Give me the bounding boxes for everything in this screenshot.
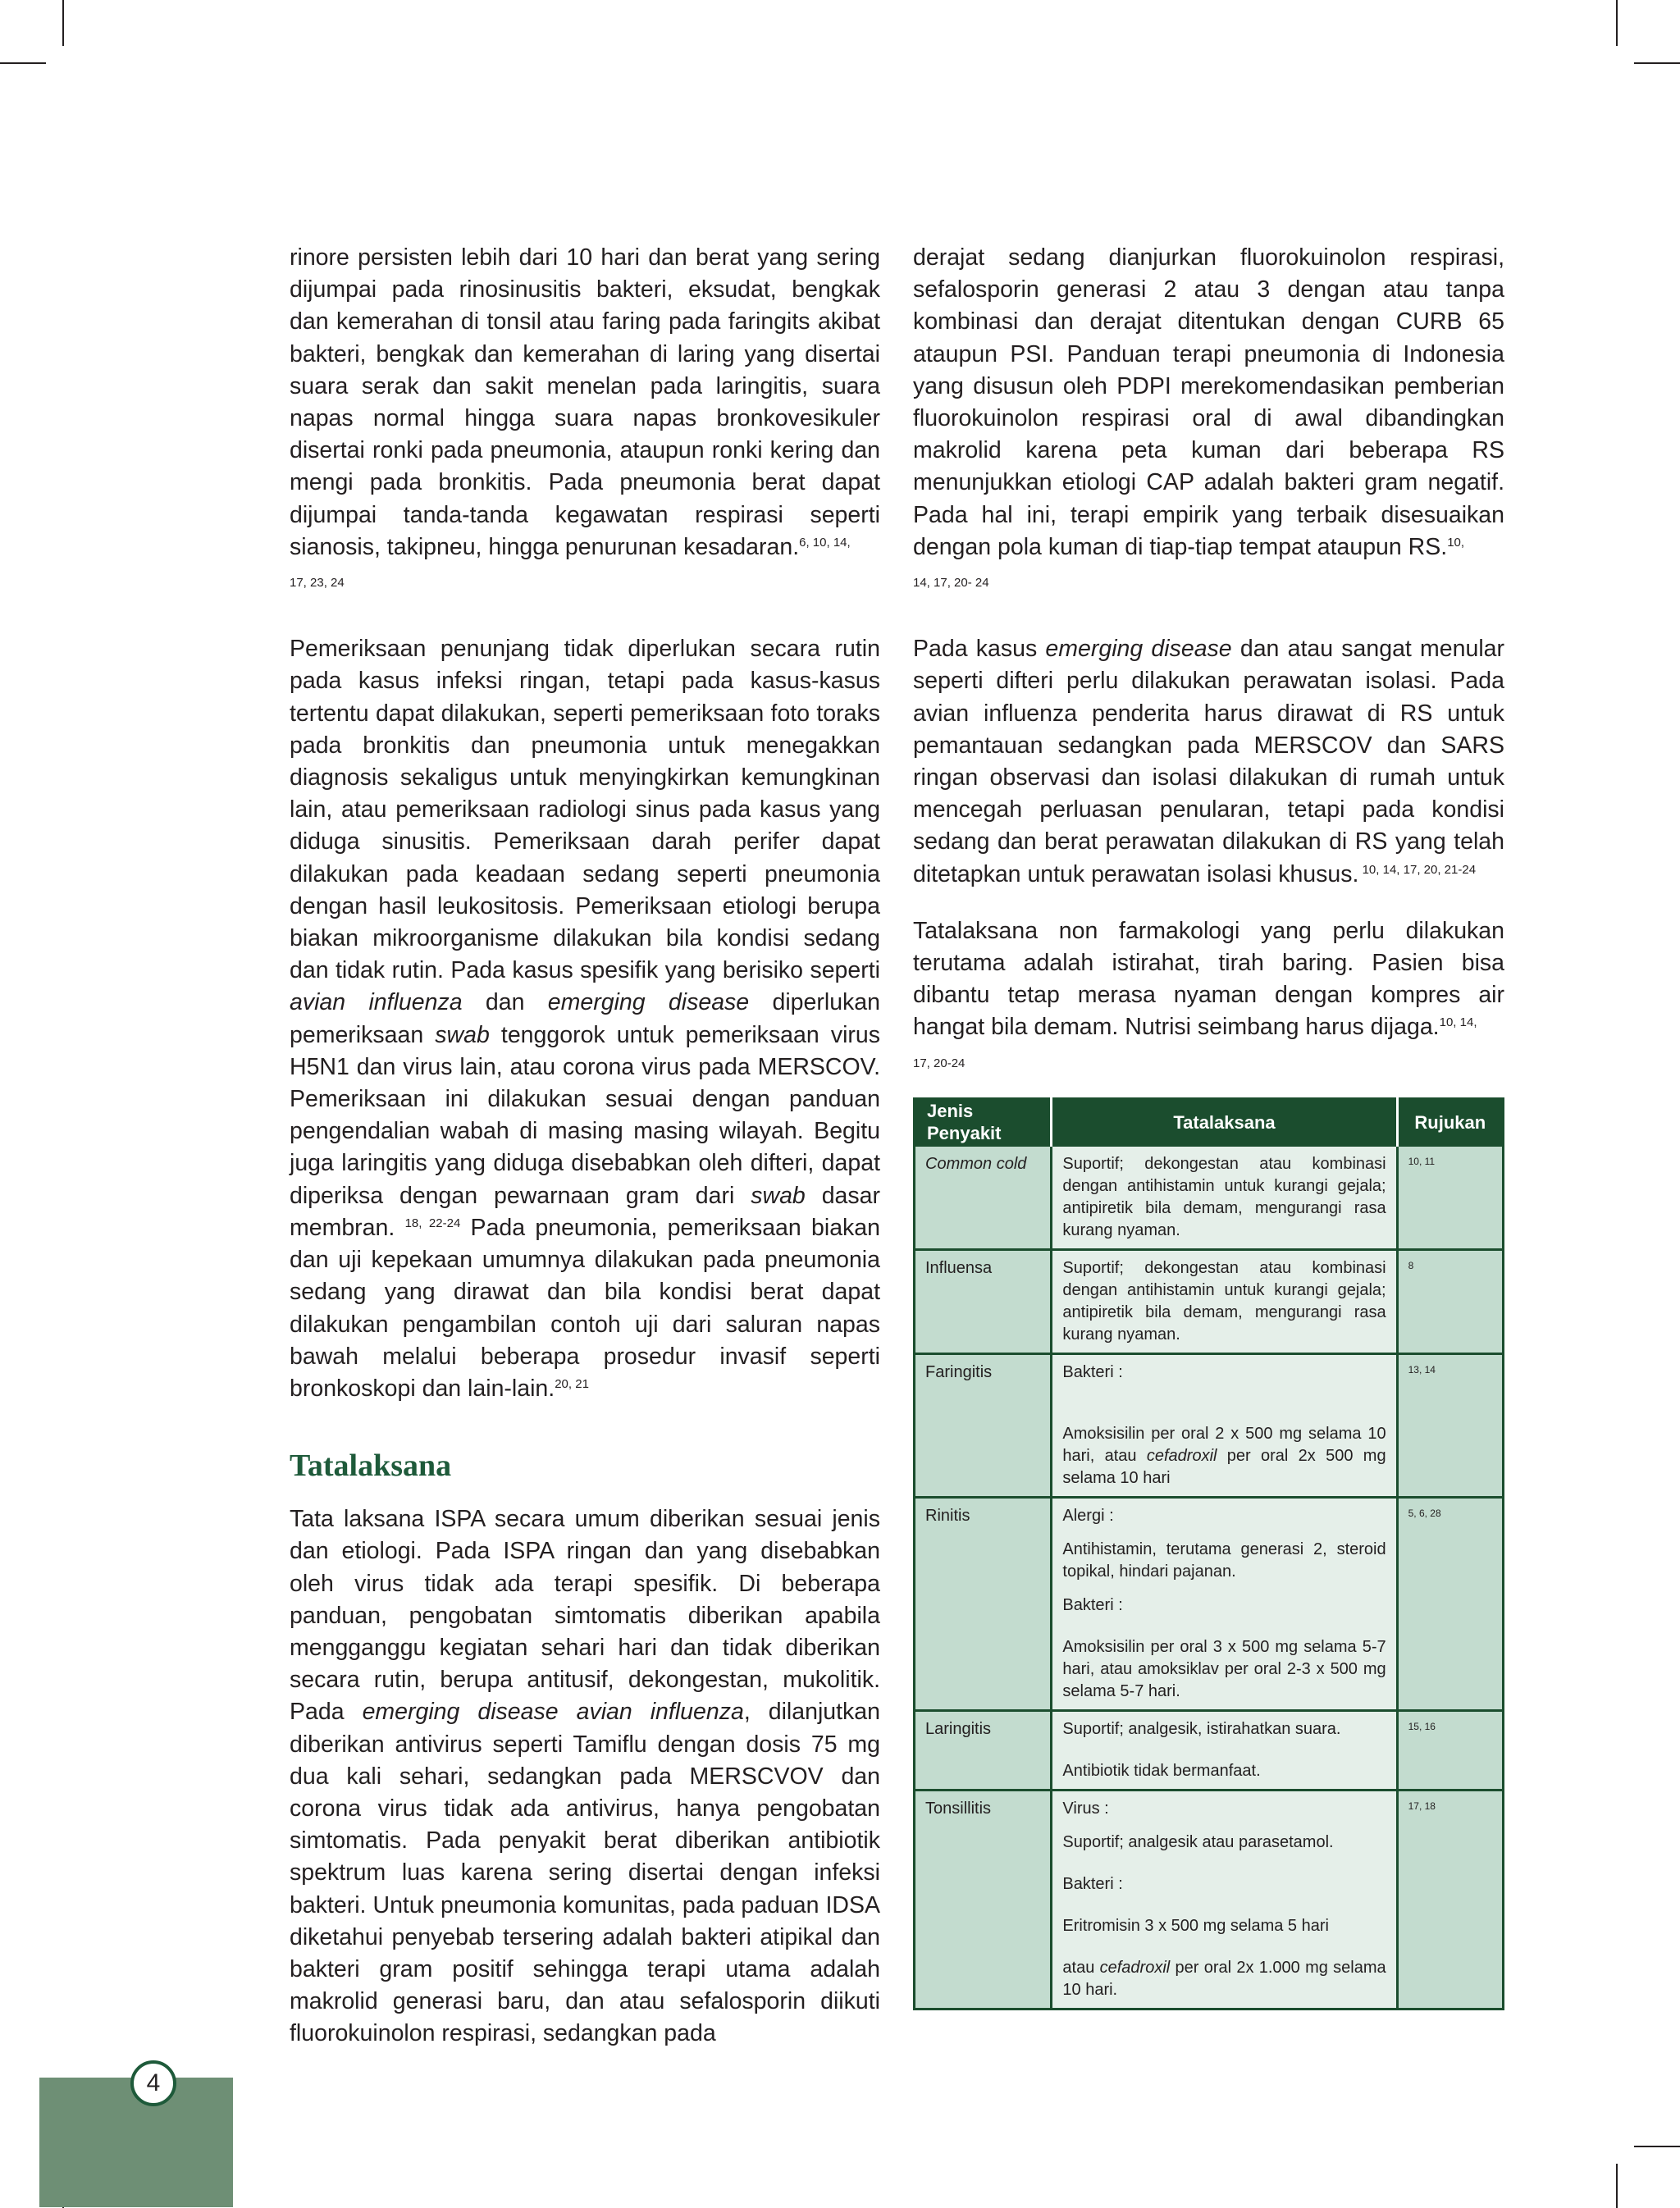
- crop-mark: [1634, 62, 1680, 64]
- right-column: [913, 242, 1504, 1079]
- column-header: Tatalaksana: [1052, 1099, 1397, 1146]
- table-row: [915, 1354, 1504, 1498]
- treatment-cell: Alergi : Antihistamin, terutama generasi 2, steroid topikal, hindari pajanan. Bakteri : Amoksisilin per oral 3 x 500 mg selama 5-7 hari, atau amoksiklav per oral 2-3 x 500 mg selama 5-7 hari.: [1052, 1498, 1397, 1711]
- crop-mark: [1616, 2164, 1618, 2208]
- page-number: 4: [130, 2060, 176, 2106]
- crop-mark: [1634, 2146, 1680, 2147]
- reference-cell: 10, 11: [1397, 1146, 1503, 1250]
- table-row: [915, 1791, 1504, 2010]
- column-header: Rujukan: [1397, 1099, 1503, 1146]
- table-row: [915, 1146, 1504, 1250]
- disease-cell: Influensa: [915, 1250, 1052, 1354]
- treatment-table: [913, 1097, 1504, 2010]
- paragraph: rinore persisten lebih dari 10 hari dan berat yang sering dijumpai pada rinosinusitis bakteri, eksudat, bengkak dan kemerahan di tonsil atau faring pada faringits akibat bakteri, bengkak dan kemerahan di laring yang disertai suara serak dan sakit menelan pada laringitis, suara napas normal hingga suara napas bronkovesikuler disertai ronki pada pneumonia, ataupun ronki kering dan mengi pada bronkitis. Pada pneumonia berat dapat dijumpai tanda-tanda kegawatan respirasi seperti sianosis, takipneu, hingga penurunan kesadaran.$^{6, 10, 14,}$ 17, 23, 24: [290, 244, 880, 591]
- reference-cell: 8: [1397, 1250, 1503, 1354]
- reference-cell: 13, 14: [1397, 1354, 1503, 1498]
- crop-mark: [0, 62, 46, 64]
- table-header-row: [915, 1099, 1504, 1146]
- column-header: Jenis Penyakit: [915, 1099, 1052, 1146]
- disease-cell: Tonsillitis: [915, 1791, 1052, 2010]
- disease-cell: Laringitis: [915, 1711, 1052, 1791]
- disease-cell: Rinitis: [915, 1498, 1052, 1711]
- treatment-cell: Suportif; dekongestan atau kombinasi dengan antihistamin untuk kurangi gejala; antipiretik bila demam, mengurangi rasa kurang nyaman.: [1052, 1146, 1397, 1250]
- table-row: [915, 1711, 1504, 1791]
- table-row: [915, 1498, 1504, 1711]
- paragraph: Tata laksana ISPA secara umum diberikan sesuai jenis dan etiologi. Pada ISPA ringan dan yang disebabkan oleh virus tidak ada terapi spesifik. Di beberapa panduan, pengobatan simtomatis diberikan apabila mengganggu kegiatan sehari hari dan tidak diberikan secara rutin, berupa antitusif, dekongestan, mukolitik. Pada emerging disease avian influenza, dilanjutkan diberikan antivirus seperti Tamiflu dengan dosis 75 mg dua kali sehari, sedangkan pada MERSCVOV dan corona virus tidak ada antivirus, hanya pengobatan simtomatis. Pada penyakit berat diberikan antibiotik spektrum luas karena sering disertai dengan infeksi bakteri. Untuk pneumonia komunitas, pada paduan IDSA diketahui penyebab tersering adalah bakteri atipikal dan bakteri gram positif sehingga terapi utama adalah makrolid generasi baru, dan atau sefalosporin diikuti fluorokuinolon respirasi, sedangkan pada: [290, 1506, 880, 2047]
- paragraph: Pemeriksaan penunjang tidak diperlukan secara rutin pada kasus infeksi ringan, tetapi pada kasus-kasus tertentu dapat dilakukan, seperti pemeriksaan foto toraks pada bronkitis dan pneumonia untuk menegakkan diagnosis sekaligus untuk menyingkirkan kemungkinan lain, atau pemeriksaan radiologi sinus pada kasus yang diduga sinusitis. Pemeriksaan darah perifer dapat dilakukan pada keadaan sedang seperti pneumonia dengan hasil leukositosis. Pemeriksaan etiologi berupa biakan mikroorganisme dilakukan bila kondisi sedang dan tidak rutin. Pada kasus spesifik yang berisiko seperti avian influenza dan emerging disease diperlukan pemeriksaan swab tenggorok untuk pemeriksaan virus H5N1 dan virus lain, atau corona virus pada MERSCOV. Pemeriksaan ini dilakukan sesuai dengan panduan pengendalian wabah di masing masing wilayah. Begitu juga laringitis yang diduga disebabkan oleh difteri, dapat diperiksa dengan pewarnaan gram dari swab dasar membran. $^{18, 22-24}$ Pada pneumonia, pemeriksaan biakan dan uji kepekaan umumnya dilakukan pada pneumonia sedang yang dirawat dan bila kondisi berat dapat dilakukan pengambilan contoh uji dari saluran napas bawah melalui beberapa prosedur invasif seperti bronkoskopi dan lain-lain.$^{20, 21}$: [290, 636, 881, 1402]
- paragraph: Tatalaksana non farmakologi yang perlu dilakukan terutama adalah istirahat, tirah baring. Pasien bisa dibantu tetap merasa nyaman dengan kompres air hangat bila demam. Nutrisi seimbang harus dijaga.$^{10, 14,}$ 17, 20-24: [913, 917, 1504, 1070]
- crop-mark: [62, 0, 64, 46]
- reference-cell: 5, 6, 28: [1397, 1498, 1503, 1711]
- disease-cell: Faringitis: [915, 1354, 1052, 1498]
- paragraph: Pada kasus emerging disease dan atau sangat menular seperti difteri perlu dilakukan perawatan isolasi. Pada avian influenza penderita harus dirawat di RS untuk pemantauan sedangkan pada MERSCOV dan SARS ringan observasi dan isolasi dilakukan di rumah untuk mencegah perluasan penularan, tetapi pada kondisi sedang dan berat perawatan dilakukan di RS yang telah ditetapkan untuk perawatan isolasi khusus. $^{10, 14, 17, 20, 21-24}$: [913, 636, 1504, 887]
- section-heading: Tatalaksana: [290, 1448, 452, 1484]
- treatment-cell: Suportif; analgesik, istirahatkan suara. Antibiotik tidak bermanfaat.: [1052, 1711, 1397, 1791]
- table-row: [915, 1250, 1504, 1354]
- treatment-cell: Virus : Suportif; analgesik atau parasetamol. Bakteri : Eritromisin 3 x 500 mg selama 5 hari atau cefadroxil per oral 2x 1.000 mg selama 10 hari.: [1052, 1791, 1397, 2010]
- paragraph: derajat sedang dianjurkan fluorokuinolon respirasi, sefalosporin generasi 2 atau 3 dengan atau tanpa kombinasi dan derajat ditentukan dengan CURB 65 ataupun PSI. Panduan terapi pneumonia di Indonesia yang disusun oleh PDPI merekomendasikan pemberian fluorokuinolon respirasi oral di awal dibandingkan makrolid karena peta kuman dari beberapa RS menunjukkan etiologi CAP adalah bakteri gram negatif. Pada hal ini, terapi empirik yang terbaik disesuaikan dengan pola kuman di tiap-tiap tempat ataupun RS.$^{10,}$ 14, 17, 20- 24: [913, 244, 1504, 591]
- reference-cell: 15, 16: [1397, 1711, 1503, 1791]
- crop-mark: [1616, 0, 1618, 46]
- treatment-cell: Bakteri : Amoksisilin per oral 2 x 500 mg selama 10 hari, atau cefadroxil per oral 2x 500 mg selama 10 hari: [1052, 1354, 1397, 1498]
- disease-cell: Common cold: [915, 1146, 1052, 1250]
- treatment-cell: Suportif; dekongestan atau kombinasi dengan antihistamin untuk kurangi gejala; antipiretik bila demam, mengurangi rasa kurang nyaman.: [1052, 1250, 1397, 1354]
- left-column: [290, 242, 880, 2051]
- reference-cell: 17, 18: [1397, 1791, 1503, 2010]
